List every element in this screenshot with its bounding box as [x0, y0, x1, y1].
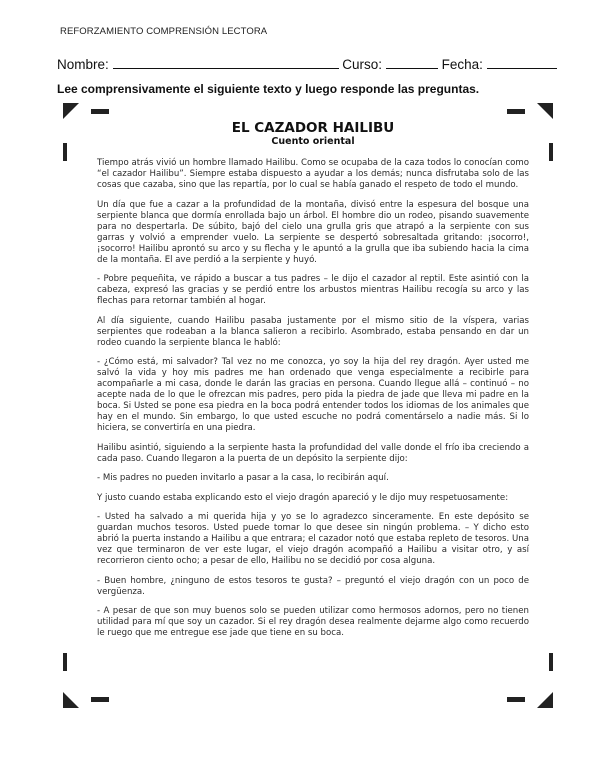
story-paragraph: Tiempo atrás vivió un hombre llamado Hailibu. Como se ocupaba de la caza todos lo conocían como “el cazador Hailibu”. Siempre estaba dispuesto a ayudar a los demás; nunca disfrutaba solo de las cosas que cazaba, sino que las repartía, por lo cual se había ganado el respeto de todo el mundo.	[97, 158, 529, 190]
frame-corner-top-left	[63, 103, 79, 119]
story-paragraph: - ¿Cómo está, mi salvador? Tal vez no me conozca, yo soy la hija del rey dragón. Ayer usted me salvó la vida y hoy mis padres me han ordenado que venga especialmente a recibirle para acompañarle a mi casa, donde le darán las gracias en persona. Cuando llegue allá – continuó – no acepte nada de lo que le ofrezcan mis padres, pero pida la piedra de jade que lleva mi padre en la boca. Si Usted se pone esa piedra en la boca podrá entender todos los idiomas de los animales que hay en el mundo. Sin embargo, lo que usted escuche no podrá comentárselo a nadie más. Si lo hiciera, se convertiría en una piedra.	[97, 357, 529, 433]
course-label: Curso:	[342, 57, 383, 72]
story-paragraph: - A pesar de que son muy buenos solo se pueden utilizar como hermosos adornos, pero no tienen utilidad para mí que soy un cazador. Si el rey dragón desea realmente dejarme algo como recuerdo le ruego que me entregue ese jade que tiene en su boca.	[97, 606, 529, 638]
frame-dash-bottom	[507, 697, 525, 702]
name-label: Nombre:	[57, 57, 109, 72]
story-paragraph: - Usted ha salvado a mi querida hija y yo se lo agradezco sinceramente. En este depósito se guardan muchos tesoros. Usted puede tomar lo que desee sin ningún problema. – Y dicho esto abrió la puerta instando a Hailibu a que entrara; el cazador notó que estaba repleto de tesoros. Una vez que terminaron de ver este lugar, el viejo dragón acompañó a Hailibu a visitar otro, y así recorrieron ciento ocho; a pesar de ello, Hailibu no se decidió por cosa alguna.	[97, 512, 529, 566]
worksheet-header: REFORZAMIENTO COMPRENSIÓN LECTORA	[60, 26, 268, 37]
story-paragraph: - Pobre pequeñita, ve rápido a buscar a tus padres – le dijo el cazador al reptil. Este asintió con la cabeza, expresó las gracias y se perdió entre los arbustos mientras Hailibu recogía su arco y las flechas para retornar también al hogar.	[97, 274, 529, 306]
frame-corner-top-right	[537, 103, 553, 119]
story-subtitle: Cuento oriental	[271, 136, 355, 147]
instruction-text: Lee comprensivamente el siguiente texto y luego responde las preguntas.	[57, 82, 480, 96]
story-paragraph: Un día que fue a cazar a la profundidad de la montaña, divisó entre la espesura del bosque una serpiente blanca que dormía enrollada bajo un árbol. El hombre dio un rodeo, pisando suavemente para no despertarla. De súbito, bajó del cielo una grulla gris que atrapó a la serpiente con sus garras y volvió a emprender vuelo. La serpiente se despertó sobresaltada gritando: ¡socorro!, ¡socorro! Hailibu aprontó su arco y su flecha y le apuntó a la grulla que iba subiendo hacia la cima de la montaña. El ave perdió a la serpiente y huyó.	[97, 199, 529, 265]
story-paragraph: Al día siguiente, cuando Hailibu pasaba justamente por el mismo sitio de la víspera, varias serpientes que rodeaban a la blanca salieron a recibirlo. Asombrado, estaba pensando en dar un rodeo cuando la serpiente blanca le habló:	[97, 315, 529, 348]
course-blank[interactable]	[386, 56, 438, 69]
story-paragraph: - Buen hombre, ¿ninguno de estos tesoros te gusta? – preguntó el viejo dragón con un poco de vergüenza.	[97, 575, 529, 597]
frame-corner-bottom-right	[537, 692, 553, 708]
frame-dash-bottom	[91, 697, 109, 702]
story-paragraph: Hailibu asintió, siguiendo a la serpiente hasta la profundidad del valle donde el frío iba creciendo a cada paso. Cuando llegaron a la puerta de un depósito la serpiente dijo:	[97, 442, 529, 464]
date-blank[interactable]	[487, 56, 557, 69]
date-label: Fecha:	[441, 57, 483, 72]
story-paragraph: - Mis padres no pueden invitarlo a pasar a la casa, lo recibirán aquí.	[97, 473, 389, 483]
name-blank[interactable]	[113, 56, 339, 69]
frame-dash-left	[63, 143, 67, 161]
frame-dash-left	[63, 653, 67, 671]
story-paragraph: Y justo cuando estaba explicando esto el viejo dragón apareció y le dijo muy respetuosamente:	[97, 492, 509, 503]
frame-dash-right	[549, 653, 553, 671]
story-title: EL CAZADOR HAILIBU	[231, 120, 395, 136]
frame-dash-top	[91, 109, 109, 114]
frame-dash-top	[507, 109, 525, 114]
story-body	[97, 120, 529, 648]
frame-dash-right	[549, 143, 553, 161]
student-info-line	[57, 56, 557, 72]
frame-corner-bottom-left	[63, 692, 79, 708]
